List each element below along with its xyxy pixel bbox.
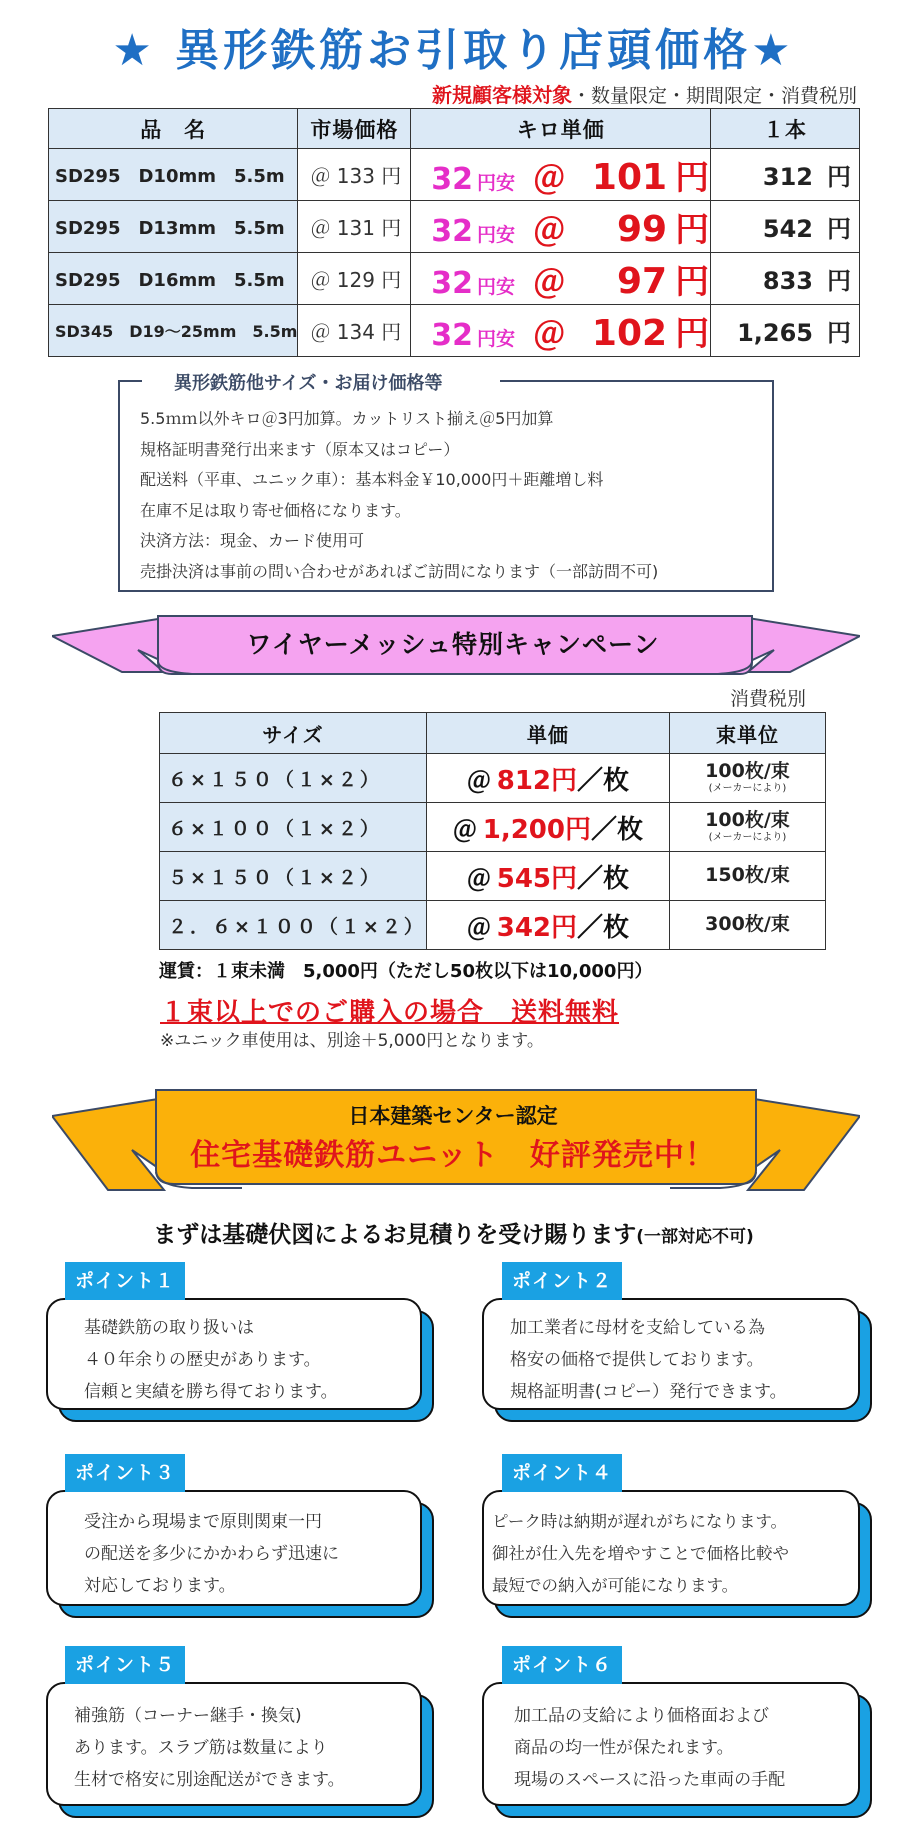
- at-mark: ＠: [466, 913, 491, 942]
- mesh-unit-price: [426, 852, 669, 901]
- point-line: ４０年余りの歴史があります。: [84, 1350, 321, 1370]
- point-6-card: [482, 1682, 860, 1806]
- yen-unit: 円: [827, 267, 851, 295]
- info-line: 配送料（平車、ユニック車）：基本料金￥10,000円＋距離増し料: [140, 470, 604, 489]
- kilo-price: [411, 305, 711, 357]
- point-line: 補強筋（コーナー継手・換気): [74, 1706, 302, 1726]
- point-1-tab: ポイント１: [65, 1262, 185, 1300]
- mesh-price-value: 545円: [496, 863, 578, 894]
- yen-unit: 円: [827, 319, 851, 347]
- ribbon-tail-right: [748, 618, 860, 672]
- point-2-tab: ポイント２: [502, 1262, 622, 1300]
- product-name: SD345 D19～25mm 5.5m: [49, 305, 298, 357]
- col-header-name: 品 名: [49, 109, 298, 149]
- estimate-line: [0, 1216, 907, 1249]
- at-mark: ＠: [533, 211, 566, 249]
- product-name: SD295 D13mm 5.5m: [49, 201, 298, 253]
- point-5-card: [46, 1682, 422, 1806]
- discount-value: 32: [431, 266, 474, 301]
- page-title: ★ 異形鉄筋お引取り店頭価格★: [112, 25, 795, 76]
- point-line: 商品の均一性が保たれます。: [514, 1738, 734, 1758]
- col-header-unit-price: 単価: [426, 713, 669, 754]
- unit-banner-line2: 住宅基礎鉄筋ユニット 好評発売中！: [190, 1138, 716, 1173]
- piece-price: [711, 201, 860, 253]
- mesh-size: ６×１００（１×２）: [160, 803, 427, 852]
- tax-note: 消費税別: [730, 688, 807, 710]
- info-box-border: [118, 380, 142, 382]
- mesh-banner-title: ワイヤーメッシュ特別キャンペーン: [246, 630, 660, 659]
- mesh-unit-price: [426, 803, 669, 852]
- info-box-lines: [140, 404, 658, 587]
- table-row: [160, 754, 826, 803]
- col-header-piece: １本: [711, 109, 860, 149]
- discount-value: 32: [431, 318, 474, 353]
- discount-unit: 円安: [477, 276, 516, 298]
- target-label: 新規顧客様対象: [431, 83, 572, 107]
- piece-price: [711, 305, 860, 357]
- info-line: 売掛決済は事前の問い合わせがあればご訪問になります（一部訪問不可): [140, 561, 659, 581]
- mesh-bundle: [669, 803, 825, 852]
- discount-value: 32: [431, 162, 474, 197]
- point-2-card: [482, 1298, 860, 1410]
- mesh-price-table: [159, 712, 826, 950]
- estimate-text: まずは基礎伏図によるお見積りを受け賜ります: [153, 1222, 637, 1248]
- info-line: 5.5ｍｍ以外キロ＠3円加算。カットリスト揃え＠5円加算: [140, 409, 554, 428]
- at-mark: ＠: [533, 315, 566, 353]
- discount-unit: 円安: [477, 328, 516, 350]
- table-header-row: [49, 109, 860, 149]
- piece-price-value: 833: [762, 267, 813, 295]
- bundle-note: (メーカーにより): [708, 782, 787, 794]
- per-sheet: ／枚: [591, 814, 644, 845]
- point-line: 受注から現場まで原則関東一円: [84, 1512, 322, 1532]
- mesh-price-value: 342円: [496, 912, 578, 943]
- point-line: 格安の価格で提供しております。: [510, 1350, 764, 1370]
- table-row: [49, 201, 860, 253]
- mesh-size: ６×１５０（１×２）: [160, 754, 427, 803]
- rebar-price-table: [48, 108, 860, 357]
- point-3-tab: ポイント３: [65, 1454, 185, 1492]
- table-header-row: [160, 713, 826, 754]
- discount-unit: 円安: [477, 224, 516, 246]
- per-sheet: ／枚: [577, 912, 630, 943]
- table-row: [160, 803, 826, 852]
- at-mark: ＠: [533, 263, 566, 301]
- point-line: 加工業者に母材を支給している為: [510, 1318, 765, 1338]
- mesh-unit-price: [426, 901, 669, 950]
- table-row: [160, 852, 826, 901]
- col-header-size: サイズ: [160, 713, 427, 754]
- piece-price-value: 312: [762, 163, 813, 191]
- bundle-value: 100枚/束: [705, 759, 790, 782]
- point-4-tab: ポイント４: [502, 1454, 622, 1492]
- market-price: ＠ 134 円: [298, 305, 411, 357]
- conditions-text: ・数量限定・期間限定・消費税別: [571, 85, 857, 107]
- piece-price: [711, 253, 860, 305]
- point-line: 御社が仕入先を増やすことで価格比較や: [492, 1544, 789, 1563]
- piece-price-value: 542: [762, 215, 813, 243]
- yen-unit: 円: [675, 158, 710, 198]
- point-4-card: [482, 1490, 860, 1606]
- col-header-market: 市場価格: [298, 109, 411, 149]
- yen-unit: 円: [675, 314, 710, 354]
- mesh-bundle: 300枚/束: [669, 901, 825, 950]
- info-line: 規格証明書発行出来ます（原本又はコピー）: [140, 439, 460, 459]
- point-line: 加工品の支給により価格面および: [514, 1706, 769, 1726]
- table-row: [49, 149, 860, 201]
- col-header-bundle: 束単位: [669, 713, 825, 754]
- piece-price-value: 1,265: [737, 319, 813, 347]
- point-5-tab: ポイント５: [65, 1646, 185, 1684]
- table-row: [49, 253, 860, 305]
- info-line: 決済方法：現金、カード使用可: [140, 531, 365, 550]
- per-sheet: ／枚: [577, 765, 630, 796]
- table-row: [49, 305, 860, 357]
- point-6-tab: ポイント６: [502, 1646, 622, 1684]
- point-line: 基礎鉄筋の取り扱いは: [84, 1318, 254, 1338]
- ribbon-tail-left: [52, 1098, 164, 1190]
- title-subline: [432, 79, 857, 108]
- at-mark: ＠: [466, 864, 491, 893]
- freight-note: 運賃：１束未満 5,000円（ただし50枚以下は10,000円）: [159, 961, 653, 982]
- discount-value: 32: [431, 214, 474, 249]
- point-line: ピーク時は納期が遅れがちになります。: [492, 1512, 788, 1531]
- unit-banner-line1: 日本建築センター認定: [348, 1104, 558, 1128]
- kilo-price: [411, 149, 711, 201]
- bundle-value: 100枚/束: [705, 808, 790, 831]
- at-mark: ＠: [466, 766, 491, 795]
- yen-unit: 円: [675, 262, 710, 302]
- mesh-price-value: 812円: [496, 765, 578, 796]
- point-line: 信頼と実績を勝ち得ております。: [84, 1382, 338, 1402]
- at-mark: ＠: [533, 159, 566, 197]
- per-sheet: ／枚: [577, 863, 630, 894]
- point-line: 最短での納入が可能になります。: [492, 1576, 739, 1595]
- unic-truck-note: ※ユニック車使用は、別途＋5,000円となります。: [160, 1031, 544, 1051]
- point-1-card: [46, 1298, 422, 1410]
- mesh-bundle: [669, 754, 825, 803]
- info-line: 在庫不足は取り寄せ価格になります。: [140, 500, 411, 520]
- kilo-price: [411, 201, 711, 253]
- yen-unit: 円: [827, 163, 851, 191]
- kilo-price-value: 102: [591, 313, 668, 354]
- point-line: あります。スラブ筋は数量により: [74, 1738, 328, 1758]
- point-line: の配送を多少にかかわらず迅速に: [84, 1544, 339, 1564]
- market-price: ＠ 133 円: [298, 149, 411, 201]
- yen-unit: 円: [827, 215, 851, 243]
- point-line: 生材で格安に別途配送ができます。: [74, 1770, 345, 1790]
- mesh-bundle: 150枚/束: [669, 852, 825, 901]
- col-header-kilo: キロ単価: [411, 109, 711, 149]
- point-3-card: [46, 1490, 422, 1606]
- mesh-size: ５×１５０（１×２）: [160, 852, 427, 901]
- point-line: 現場のスペースに沿った車両の手配: [514, 1770, 786, 1790]
- kilo-price-value: 101: [591, 157, 668, 198]
- mesh-unit-price: [426, 754, 669, 803]
- bundle-note: (メーカーにより): [708, 831, 787, 843]
- piece-price: [711, 149, 860, 201]
- at-mark: ＠: [452, 815, 477, 844]
- info-box-title: 異形鉄筋他サイズ・お届け価格等: [168, 369, 449, 395]
- mesh-size: ２．６×１００（１×２）: [160, 901, 427, 950]
- table-row: [160, 901, 826, 950]
- market-price: ＠ 129 円: [298, 253, 411, 305]
- product-name: SD295 D16mm 5.5m: [49, 253, 298, 305]
- market-price: ＠ 131 円: [298, 201, 411, 253]
- free-shipping-note: １束以上でのご購入の場合 送料無料: [160, 998, 620, 1028]
- yen-unit: 円: [675, 210, 710, 250]
- ribbon-tail-left: [52, 618, 164, 672]
- info-box-border: [500, 380, 774, 382]
- kilo-price-value: 97: [616, 261, 668, 302]
- point-line: 規格証明書(コピー）発行できます。: [510, 1382, 787, 1402]
- kilo-price: [411, 253, 711, 305]
- discount-unit: 円安: [477, 172, 516, 194]
- mesh-price-value: 1,200円: [482, 814, 591, 845]
- kilo-price-value: 99: [616, 209, 668, 250]
- product-name: SD295 D10mm 5.5m: [49, 149, 298, 201]
- estimate-note: (一部対応不可): [636, 1227, 754, 1247]
- point-line: 対応しております。: [84, 1576, 236, 1596]
- ribbon-tail-right: [748, 1098, 860, 1190]
